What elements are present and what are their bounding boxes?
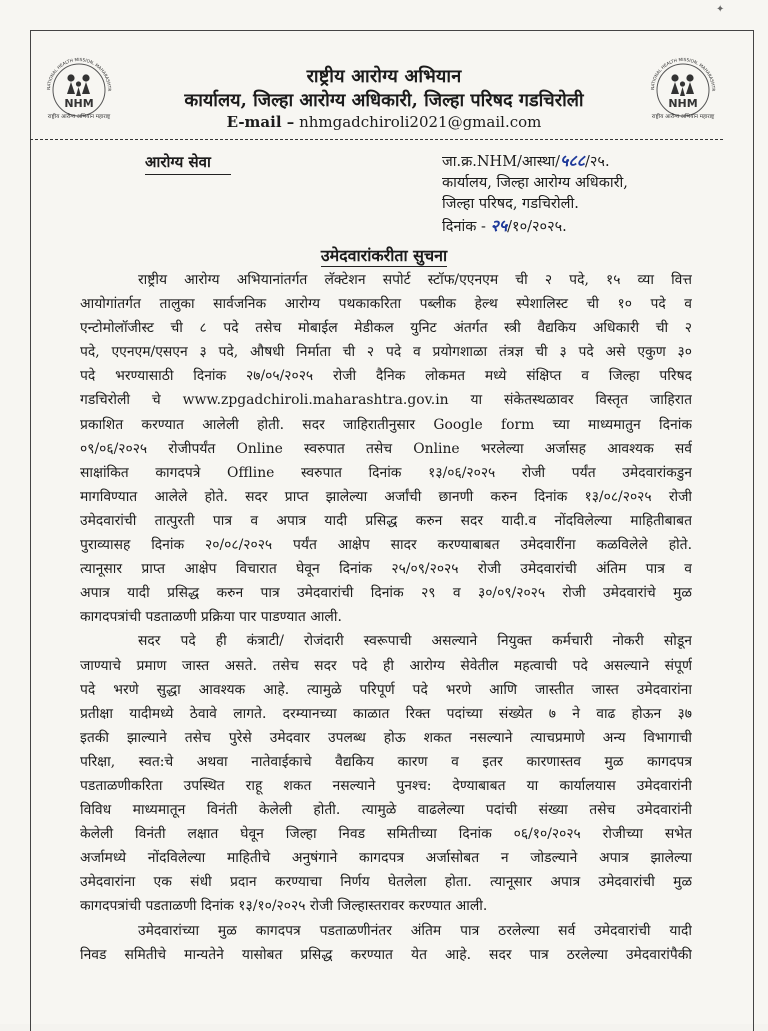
- body-line: परिक्षा, स्वत:चे अथवा नातेवाईकाचे वैद्यकिय कारण व इतर कारणास्तव मुळ कागदपत्र: [80, 753, 692, 770]
- reference-line: [442, 150, 742, 173]
- notice-body: [80, 268, 692, 967]
- body-line: उमेदवारांची तात्पुरती पात्र व अपात्र यादी प्रसिद्ध करुन सदर यादी.व नोंदविलेल्या माहितीबाबत: [80, 512, 692, 529]
- body-line: पडताळणीकरिता उपस्थित राहू शकत नसल्याने पुनश्च: देण्याबाबत या कार्यालयास उमेदवारांनी: [80, 777, 692, 794]
- body-line: उमेदवारांना एक संधी प्रदान करण्याचा निर्णय घेतलेला होता. त्यानूसार अपात्र उमेदवारांची मुळ: [80, 874, 692, 891]
- ref-number-handwritten: ५८८: [560, 151, 585, 170]
- email-value: nhmgadchiroli2021@gmail.com: [299, 113, 542, 131]
- notice-title: [0, 244, 768, 266]
- logo-nhm-text: NHM: [668, 97, 698, 110]
- org-title: राष्ट्रीय आरोग्य अभियान: [306, 66, 462, 87]
- body-line: विविध माध्यमातून विनंती केलेली होती. त्यामुळे वाढलेल्या पदांची संख्या तसेच उमेदवारांनी: [80, 802, 692, 819]
- reference-block: [442, 150, 742, 238]
- logo-ring-text: NATIONAL HEALTH MISSION, MAHARASHTR: [650, 57, 716, 92]
- body-line: पदे भरणे सुद्धा आवश्यक आहे. त्यामुळे परिपूर्ण पदे भरणे आणि जास्तीत जास्त उमेदवारांना: [80, 681, 692, 698]
- body-line: उमेदवारांच्या मुळ कागदपत्र पडताळणीनंतर अंतिम पात्र ठरलेल्या सर्व उमेदवारांची यादी: [138, 922, 692, 939]
- department-underline: [145, 174, 231, 175]
- date-line: [442, 215, 742, 238]
- body-line: ०९/०६/२०२५ रोजीपर्यंत Online स्वरुपात तसेच Online भरलेल्या अर्जासह आवश्यक सर्व: [80, 440, 692, 457]
- body-line: जाण्याचे प्रमाण जास्त असते. तसेच सदर पदे ही आरोग्य सेवेतील महत्वाची पदे असल्याने संपूर्ण: [80, 657, 692, 674]
- ref-prefix: जा.क्र.NHM/आस्था/: [442, 154, 561, 170]
- body-line: प्रकाशित करण्यात आलेली होती. सदर जाहिरातीनुसार Google form च्या माध्यमातुन दिनांक: [80, 416, 692, 433]
- date-label: दिनांक -: [442, 219, 486, 235]
- logo-caption: राष्ट्रीय आरोग्य अभियान महाराष्ट्र: [47, 114, 111, 120]
- email-line: [0, 113, 768, 131]
- body-line: गडचिरोली चे www.zpgadchiroli.maharashtra.gov.in या संकेतस्थळावर विस्तृत जाहिरात: [80, 392, 692, 409]
- logo-caption: राष्ट्रीय आरोग्य अभियान महाराष्ट्र: [651, 114, 715, 120]
- body-line: अर्जामध्ये नोंदविलेल्या माहितीचे अनुषंगाने कागदपत्र अर्जासोबत न जोडल्याने अपात्र झालेल्या: [80, 850, 692, 867]
- office-line-1: कार्यालय, जिल्हा आरोग्य अधिकारी,: [442, 175, 628, 191]
- body-line: प्रतीक्षा यादीमध्ये ठेवावे लागते. दरम्यानच्या काळात रिक्त पदांच्या संख्येत ७ ने वाढ होऊन ३७: [80, 705, 692, 722]
- body-line: इतकी झाल्याने तसेच पुरेसे उमेदवार उपलब्ध होऊ शकत नसल्याने त्याचप्रमाणे अन्य विभागाची: [80, 729, 692, 746]
- header-divider: [30, 139, 723, 140]
- department-label: आरोग्य सेवा: [145, 153, 211, 171]
- body-line: त्यानूसार प्राप्त आक्षेप विचारात घेवून दिनांक २५/०९/२०२५ रोजी उमेदवारांची अंतिम पात्र व: [80, 561, 692, 578]
- email-label: E-mail –: [226, 113, 295, 131]
- body-line: पदे भरण्यासाठी दिनांक २७/०५/२०२५ रोजी दैनिक लोकमत मध्ये संक्षिप्त व जिल्हा परिषद: [80, 368, 692, 385]
- body-line: अपात्र यादी प्रसिद्ध करुन पात्र उमेदवारांची दिनांक २९ व ३०/०९/२०२५ रोजी उमेदवारांचे मुळ: [80, 585, 692, 602]
- body-line: निवड समितीचे मान्यतेने यासोबत प्रसिद्ध करण्यात येत आहे. सदर पात्र ठरलेल्या उमेदवारांपैकी: [80, 946, 692, 963]
- logo-nhm-text: NHM: [64, 97, 94, 110]
- body-line: सदर पदे ही कंत्राटी/ रोजंदारी स्वरूपाची असल्याने नियुक्त कर्मचारी नोकरी सोडून: [138, 633, 692, 650]
- body-line: मागविण्यात आलेले होते. सदर प्राप्त झालेल्या अर्जांची छानणी करुन दिनांक १३/०८/२०२५ रोजी: [80, 488, 692, 505]
- notice-title-text: उमेदवारांकरीता सुचना: [320, 246, 448, 265]
- body-line: कागदपत्रांची पडताळणी दिनांक १३/१०/२०२५ रोजी जिल्हास्तरावर करण्यात आली.: [80, 898, 488, 915]
- logo-ring-text: NATIONAL HEALTH MISSION, MAHARASHTR: [46, 57, 112, 92]
- body-line: आयोगांतर्गत तालुका सार्वजनिक आरोग्य पथकाकरिता पब्लीक हेल्थ स्पेशालिस्ट ची १० पदे व: [80, 296, 692, 313]
- body-line: पदे, एएनएम/एसएन ३ पदे, औषधी निर्माता ची २ पदे व प्रयोगशाळा तंत्रज्ञ ची ३ पदे असे एकुण ३०: [80, 344, 692, 361]
- body-line: एन्टोमोलॉजीस्ट ची ८ पदे तसेच मोबाईल मेडीकल युनिट अंतर्गत स्त्री वैद्यकिय अधिकारी ची २: [80, 320, 692, 337]
- body-line: साक्षांकित कागदपत्रे Offline स्वरुपात दिनांक १३/०६/२०२५ रोजी पर्यंत उमेदवारांकडुन: [80, 464, 692, 481]
- office-title: कार्यालय, जिल्हा आरोग्य अधिकारी, जिल्हा परिषद गडचिरोली: [184, 90, 584, 111]
- body-line: केलेली विनंती लक्षात घेवून जिल्हा निवड समितीच्या दिनांक ०६/१०/२०२५ रोजीच्या सभेत: [80, 826, 692, 843]
- body-line: राष्ट्रीय आरोग्य अभियानांतर्गत लॅक्टेशन सपोर्ट स्टॉफ/एएनएम ची २ पदे, १५ व्या वित्त: [138, 272, 692, 288]
- body-line: पुराव्यासह दिनांक २०/०८/२०२५ पर्यंत आक्षेप सादर करण्याबाबत उमेदवारींना कळविलेले होते.: [80, 537, 692, 554]
- date-rest: /१०/२०२५.: [507, 219, 567, 235]
- corner-mark: ✦: [716, 4, 725, 15]
- date-day-handwritten: २५: [490, 216, 508, 235]
- ref-suffix: /२५.: [584, 154, 610, 170]
- body-line: कागदपत्रांची पडताळणी प्रक्रिया पार पाडण्यात आली.: [80, 609, 342, 626]
- office-line-2: जिल्हा परिषद, गडचिरोली.: [442, 196, 579, 212]
